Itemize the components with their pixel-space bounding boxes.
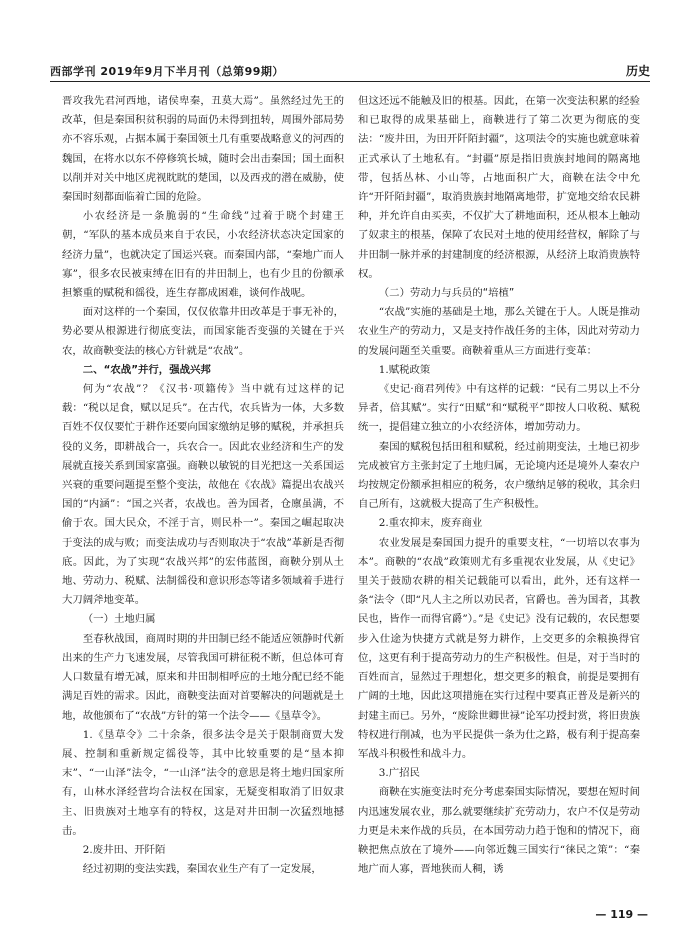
paragraph: 2.重农抑末，废弃商业 (378, 517, 483, 530)
section-heading: 二、“农战”并行，强战兴邦 (82, 363, 211, 376)
paragraph: 秦国的赋税包括田租和赋税，经过前期变法，土地已初步完成被官方主张封定了土地归属，无论境内还是境外人秦农户均按规定份额承担相应的税务，农户缴纳足够的税收，其余归自己所有，这就极大提高了生产积极性。 (358, 440, 640, 511)
left-column (62, 92, 344, 892)
paragraph: 经过初期的变法实践，秦国农业生产有了一定发展， (82, 863, 322, 876)
paragraph: “农战”实施的基础是土地，那么关键在于人。人既是推动农业生产的劳动力，又是支持作战任务的主体，因此对劳动力的发展问题至关重要。商鞅着重从三方面进行变革： (358, 306, 640, 357)
paragraph: 1.《垦草令》二十余条，很多法令是关于限制商贾大发展、控制和重新规定徭役等，其中比较重要的是“垦本抑末”、“一山泽”法令，“一山泽”法令的意思是将土地归国家所有，山林水泽经营均合法权在国家，无疑变相取消了旧奴隶主、旧贵族对土地享有的特权，这是对井田制一次猛烈地撼击。 (62, 728, 344, 837)
paragraph: 商鞅在实施变法时充分考虑秦国实际情况，要想在短时间内迅速发展农业，那么就要继续扩充劳动力，农户不仅是劳动力更是未来作战的兵员，在本国劳动力趋于饱和的情况下，商鞅把焦点放在了境外——向邻近魏三国实行“徕民之策”：“秦地广而人寡，晋地狭而人稠，诱 (358, 786, 640, 876)
running-header (50, 57, 650, 82)
paragraph: 1.赋税政策 (378, 363, 431, 376)
paragraph: 3.广招民 (378, 767, 420, 780)
paragraph: 农业发展是秦国国力提升的重要支柱，“一切培以农事为本”。商鞅的“农战”政策则尤有多重视农业发展，从《史记》里关于鼓励农耕的相关记载能可以看出，此外，还有这样一条“法令（即“凡人主之所以劝民者，官爵也。善为国者，其教民也，皆作一而得官爵”）。”是《史记》没有记载的，农民想要步入仕途为快捷方式就是努力耕作，上交更多的余粮换得官位，这更有利于提高劳动力的生产积极性。但是，对于当时的百姓而言，显然过于理想化，想交更多的粮食，前提是要拥有广阔的土地，因此这项措施在实行过程中要真正普及是新兴的封建主而已。另外，“废除世卿世禄”论军功授封赏，将旧贵族特权进行削减，也为平民提供一条为仕之路，极有利于提高秦军战斗积极性和战斗力。 (358, 536, 640, 760)
subsection-heading: （一）土地归属 (82, 613, 156, 626)
paragraph: 但这还远不能触及旧的根基。因此，在第一次变法积累的经验和已取得的成果基础上，商鞅进行了第二次更为彻底的变法：“废井田，为田开阡陌封疆”，这项法令的实施也就意味着正式承认了土地私有。“封疆”原是指旧贵族封地间的隔离地带，包括丛林、小山等，占地面积广大，商鞅在法令中允许“开阡陌封疆”，取消贵族封地隔离地带，扩宽地交给农民耕种，并允许自由买卖，不仅扩大了耕地面积，还从根本上触动了奴隶主的根基，保障了农民对土地的使用经营权，解除了与井田制一脉并承的封建制度的经济根源，从经济上取消贵族特权。 (358, 95, 640, 280)
right-column (358, 92, 640, 892)
paragraph: 2.废井田、开阡陌 (82, 843, 166, 856)
paragraph: 面对这样的一个秦国，仅仅依靠井田改革是于事无补的，势必要从根源进行彻底变法，而国家能否变强的关键在于兴农，故商鞅变法的核心方针就是“农战”。 (62, 306, 344, 357)
paragraph: 何为“农战”？《汉书·项籍传》当中就有过这样的记载：“税以足食，赋以足兵”。在古代，农兵皆为一体，大多数百姓不仅仅要忙于耕作还要向国家缴纳足够的赋税，并承担兵役的义务，即耕战合一，兵农合一。因此农业经济和生产的发展就直接关系到国家富强。商鞅以敏锐的目光把这一关系国运兴衰的重要问题提至整个变法，故他在《农战》篇提出农战兴国的“内涵”：“国之兴者，农战也。善为国者，仓廪虽满，不偷于农。国大民众，不淫于言，则民朴一”。秦国之崛起取决于变法的成与败；而变法成功与否则取决于“农战”革新是否彻底。因此，为了实现“农战兴邦”的宏伟蓝图，商鞅分别从土地、劳动力、税赋、法制徭役和意识形态等诸多领域着手进行大刀阔斧地变革。 (62, 383, 344, 607)
paragraph: 小农经济是一条脆弱的“生命线”过着于晓个封建王朝，“军队的基本成员来自于农民，小农经济状态决定国家的经济力量”，也就决定了国运兴衰。而秦国内部，“秦地广而人寡”，很多农民被束缚在旧有的井田制上，也有少且的份额承担繁重的赋税和徭役，连生存都成困难，谈何作战呢。 (62, 210, 344, 300)
subsection-heading: （二）劳动力与兵员的“培植” (378, 287, 515, 300)
paragraph: 晋攻我先君河西地，诸侯卑秦，丑莫大焉”。虽然经过先王的改革，但是秦国积贫积弱的局面仍未得到扭转，周围外部局势亦不容乐观，占据本属于秦国领土几有重要战略意义的河西的魏国，在将水以东不停修筑长城，随时会出击秦国；国土面积以削并对关中地区虎视眈眈的楚国，以及西戎的潜在威胁，使秦国时刻都面临着亡国的危险。 (62, 95, 344, 204)
page-number: — 119 — (595, 908, 648, 921)
paragraph: 《史记·商君列传》中有这样的记载：“民有二男以上不分异者，倍其赋”。实行“田赋”和“赋税平”即按人口收税、赋税统一，提倡建立独立的小农经济体，增加劳动力。 (358, 383, 640, 434)
paragraph: 至春秋战国，商周时期的井田制已经不能适应领静时代新出来的生产力飞速发展，尽管我国可耕征税不断，但总体可育人口数量有增无减，原来和井田制相呼应的土地分配已经不能满足百姓的需求。因此，商鞅变法面对首要解决的问题就是土地，故他颁布了“农战”方针的第一个法令——《垦草令》。 (62, 632, 344, 722)
journal-title: 西部学刊 2019年9月下半月刊（总第99期） (50, 65, 284, 78)
section-label: 历史 (625, 64, 650, 78)
